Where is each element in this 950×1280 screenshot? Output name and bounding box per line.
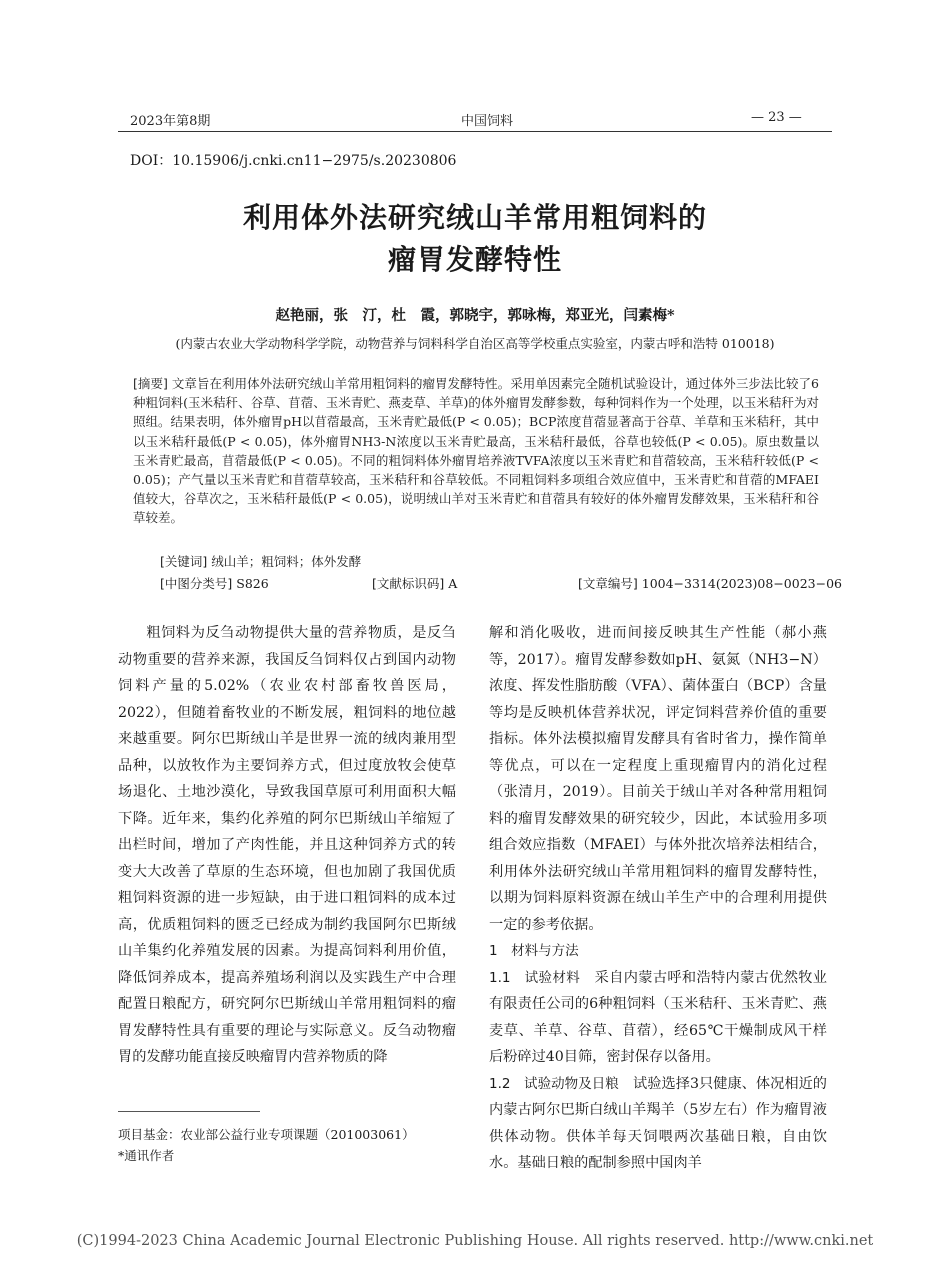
abstract-text: 文章旨在利用体外法研究绒山羊常用粗饲料的瘤胃发酵特性。采用单因素完全随机试验设计，通过体外三步法比较了6种粗饲料(玉米秸秆、谷草、苜蓿、玉米青贮、燕麦草、羊草)的体外瘤胃发酵参数，每种饲料作为一个处理，以玉米秸秆为对照组。结果表明，体外瘤胃pH以苜蓿最高，玉米青贮最低(P < 0.05)；BCP浓度苜蓿显著高于谷草、羊草和玉米秸秆，其中以玉米秸秆最低(P < 0.05)，体外瘤胃NH3-N浓度以玉米青贮最高，玉米秸秆最低，谷草也较低(P < 0.05)。原虫数量以玉米青贮最高，苜蓿最低(P < 0.05)。不同的粗饲料体外瘤胃培养液TVFA浓度以玉米青贮和苜蓿较高，玉米秸秆较低(P < 0.05)；产气量以玉米青贮和苜蓿草较高，玉米秸秆和谷草较低。不同粗饲料多项组合效应值中，玉米青贮和苜蓿的MFAEI值较大，谷草次之，玉米秸秆最低(P < 0.05)，说明绒山羊对玉米青贮和苜蓿具有较好的体外瘤胃发酵效果，玉米秸秆和谷草较差。 <box>133 376 819 526</box>
clc-number <box>160 574 269 592</box>
clc-value: S826 <box>236 576 269 591</box>
subsection-1-2-label: 1.2 试验动物及日粮 <box>489 1075 619 1092</box>
article-number <box>578 574 842 592</box>
section-heading-1: 1 材料与方法 <box>489 943 579 959</box>
funding-note: 项目基金：农业部公益行业专项课题（201003061） <box>118 1127 415 1142</box>
journal-name: 中国饲料 <box>461 114 514 129</box>
article-value: 1004−3314(2023)08−0023−06 <box>641 576 842 591</box>
subsection-1-2 <box>489 1071 827 1177</box>
abstract-label: [摘要] <box>133 376 168 391</box>
authors: 赵艳丽，张 汀，杜 霞，郭晓宇，郭咏梅，郑亚光，闫素梅* <box>275 307 675 324</box>
issue-label: 2023年第8期 <box>130 114 211 129</box>
page-number: — 23 — <box>751 110 802 125</box>
doc-code <box>372 574 457 592</box>
keywords-text: 绒山羊；粗饲料；体外发酵 <box>211 554 362 569</box>
intro-paragraph: 粗饲料为反刍动物提供大量的营养物质，是反刍动物重要的营养来源，我国反刍饲料仅占到国内动物饲料产量的5.02%（农业农村部畜牧兽医局，2022），但随着畜牧业的不断发展，粗饲料的地位越来越重要。阿尔巴斯绒山羊是世界一流的绒肉兼用型品种，以放牧作为主要饲养方式，但过度放牧会使草场退化、土地沙漠化，导致我国草原可利用面积大幅下降。近年来，集约化养殖的阿尔巴斯绒山羊缩短了出栏时间，增加了产肉性能，并且这种饲养方式的转变大大改善了草原的生态环境，但也加剧了我国优质粗饲料资源的进一步短缺，由于进口粗饲料的成本过高，优质粗饲料的匮乏已经成为制约我国阿尔巴斯绒山羊集约化养殖发展的因素。为提高饲料利用价值，降低饲养成本，提高养殖场利润以及实践生产中合理配置日粮配方，研究阿尔巴斯绒山羊常用粗饲料的瘤胃发酵特性具有重要的理论与实际意义。反刍动物瘤胃的发酵功能直接反映瘤胃内营养物质的降 <box>118 625 456 1065</box>
footnotes <box>118 1124 415 1166</box>
abstract <box>133 374 819 528</box>
title-line-1: 利用体外法研究绒山羊常用粗饲料的 <box>242 201 707 234</box>
keywords <box>160 552 361 570</box>
footnote-rule <box>118 1111 260 1112</box>
subsection-1-2-text: 试验选择3只健康、体况相近的内蒙古阿尔巴斯白绒山羊羯羊（5岁左右）作为瘤胃液供体动物。供体羊每天饲喂两次基础日粮，自由饮水。基础日粮的配制参照中国肉羊 <box>489 1075 827 1171</box>
right-column <box>489 620 827 1177</box>
title-line-2: 瘤胃发酵特性 <box>387 243 562 276</box>
corresponding-note: *通讯作者 <box>118 1148 175 1163</box>
clc-label: [中图分类号] <box>160 576 233 591</box>
doi[interactable]: DOI：10.15906/j.cnki.cn11−2975/s.20230806 <box>130 153 457 169</box>
keywords-label: [关键词] <box>160 554 208 569</box>
header-rule <box>118 131 832 132</box>
doc-label: [文献标识码] <box>372 576 445 591</box>
doc-value: A <box>448 576 458 591</box>
affiliation: (内蒙古农业大学动物科学学院，动物营养与饲料科学自治区高等学校重点实验室，内蒙古呼和浩特 010018) <box>175 336 775 351</box>
subsection-1-1 <box>489 965 827 1071</box>
left-column <box>118 620 456 1071</box>
intro-continuation: 解和消化吸收，进而间接反映其生产性能（郝小燕等，2017）。瘤胃发酵参数如pH、氨氮（NH3−N）浓度、挥发性脂肪酸（VFA）、菌体蛋白（BCP）含量等均是反映机体营养状况，评定饲料营养价值的重要指标。体外法模拟瘤胃发酵具有省时省力，操作简单等优点，可以在一定程度上重现瘤胃内的消化过程（张清月，2019）。目前关于绒山羊对各种常用粗饲料的瘤胃发酵效果的研究较少，因此，本试验用多项组合效应指数（MFAEI）与体外批次培养法相结合，利用体外法研究绒山羊常用粗饲料的瘤胃发酵特性，以期为饲料原料资源在绒山羊生产中的合理利用提供一定的参考依据。 <box>489 625 827 933</box>
copyright-line: (C)1994-2023 China Academic Journal Electronic Publishing House. All rights reserved. http://www.cnki.net <box>76 1233 874 1249</box>
article-label: [文章编号] <box>578 576 638 591</box>
subsection-1-1-label: 1.1 试验材料 <box>489 969 581 986</box>
subsection-1-1-text: 采自内蒙古呼和浩特内蒙古优然牧业有限责任公司的6种粗饲料（玉米秸秆、玉米青贮、燕麦草、羊草、谷草、苜蓿），经65℃干燥制成风干样后粉碎过40目筛，密封保存以备用。 <box>489 969 827 1065</box>
